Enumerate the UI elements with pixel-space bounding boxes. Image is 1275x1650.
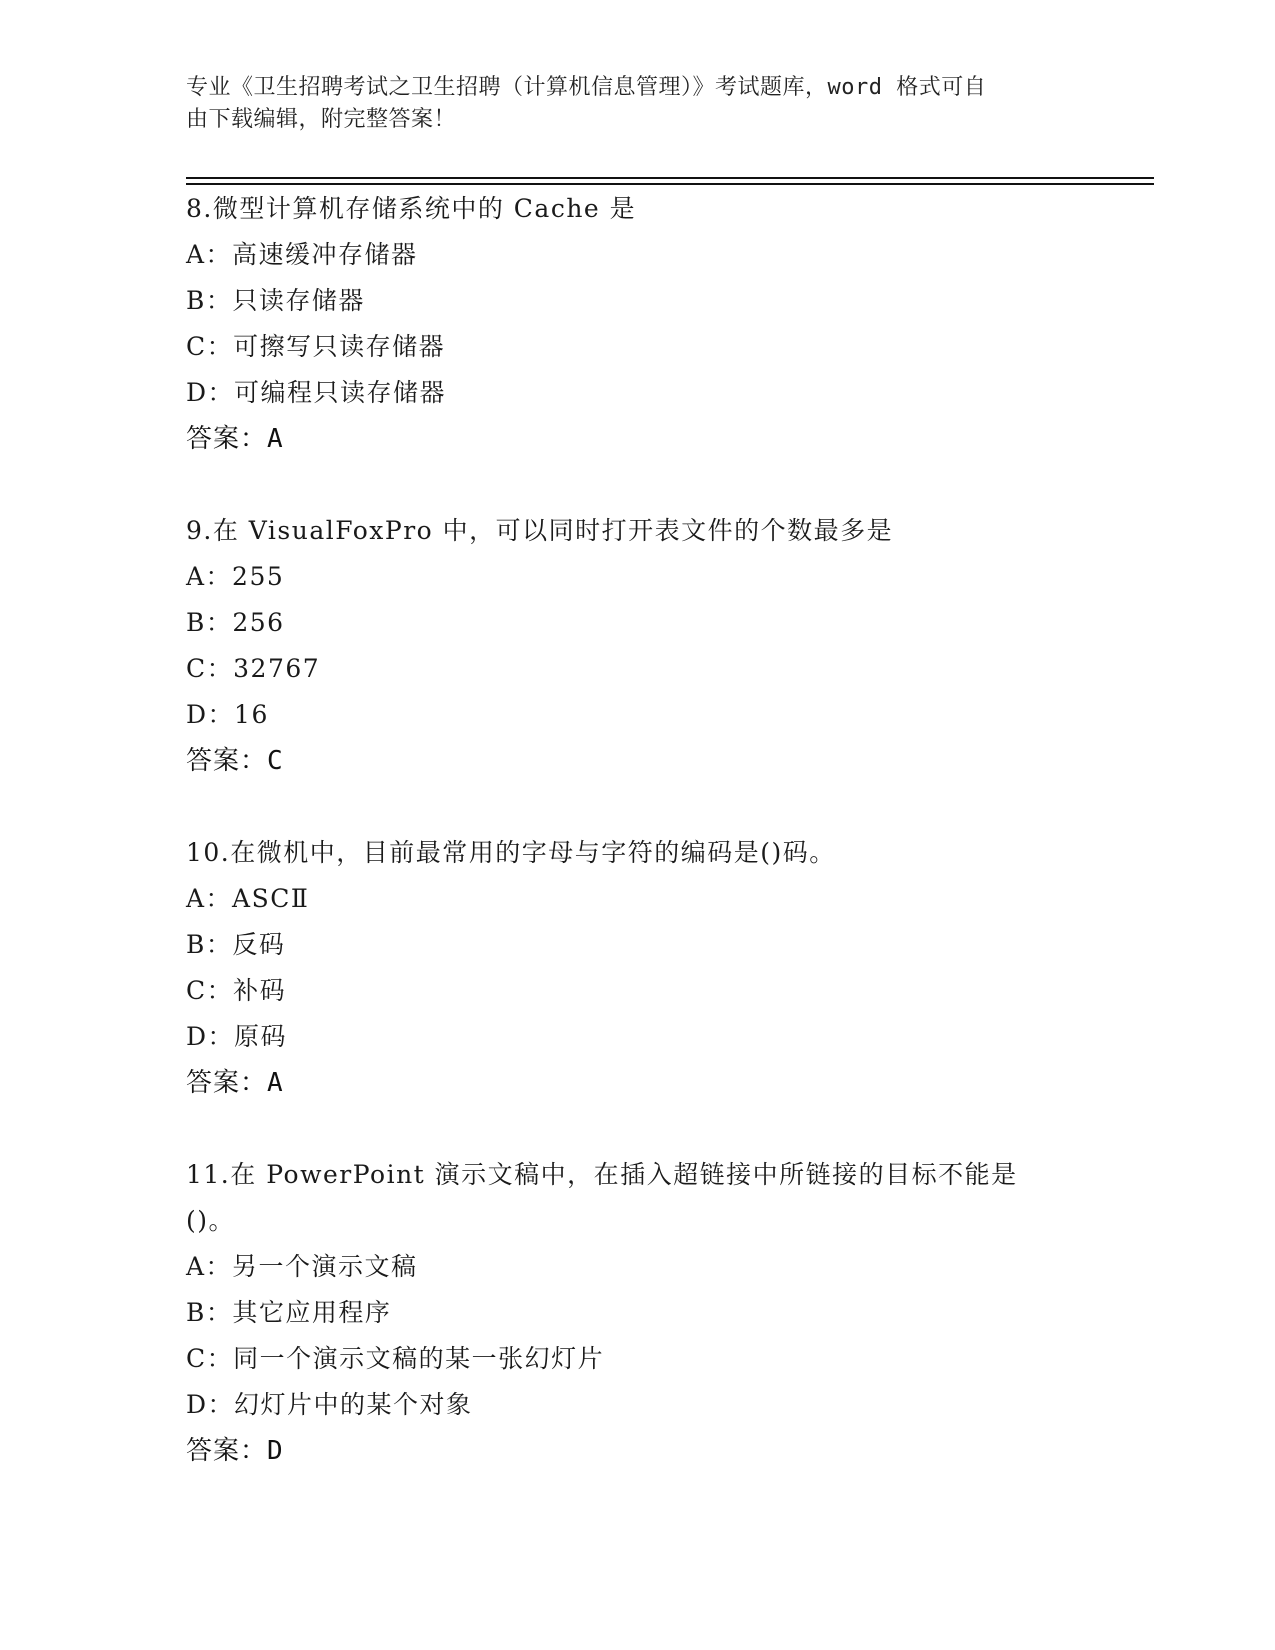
question-8 bbox=[186, 186, 1086, 462]
option-d: D：可编程只读存储器 bbox=[186, 378, 447, 407]
question-stem: 11.在 PowerPoint 演示文稿中，在插入超链接中所链接的目标不能是 bbox=[186, 1160, 1018, 1189]
header-rule-top bbox=[186, 177, 1154, 179]
answer-line bbox=[186, 416, 1086, 462]
question-9 bbox=[186, 508, 1086, 784]
option-b: B：反码 bbox=[186, 930, 286, 959]
option-a: A：ASCⅡ bbox=[186, 884, 310, 913]
option-c: C：32767 bbox=[186, 654, 321, 683]
header-line-2: 由下载编辑，附完整答案！ bbox=[186, 107, 457, 132]
question-stem: 9.在 VisualFoxPro 中，可以同时打开表文件的个数最多是 bbox=[186, 516, 894, 545]
header-line-1: 专业《卫生招聘考试之卫生招聘（计算机信息管理）》考试题库，word 格式可自 bbox=[186, 75, 987, 100]
answer-label: 答案： bbox=[186, 424, 268, 454]
option-d: D：原码 bbox=[186, 1022, 288, 1051]
option-d: D：16 bbox=[186, 700, 269, 729]
option-a: A：另一个演示文稿 bbox=[186, 1252, 418, 1281]
question-list bbox=[186, 186, 1086, 1474]
answer-line bbox=[186, 1428, 1086, 1474]
question-stem: 10.在微机中，目前最常用的字母与字符的编码是()码。 bbox=[186, 838, 836, 867]
answer-value: A bbox=[267, 424, 284, 454]
document-header bbox=[186, 72, 1066, 136]
option-c: C：可擦写只读存储器 bbox=[186, 332, 446, 361]
question-stem-continued: ()。 bbox=[186, 1206, 236, 1235]
answer-value: C bbox=[267, 746, 284, 776]
option-b: B：只读存储器 bbox=[186, 286, 365, 315]
answer-label: 答案： bbox=[186, 1436, 268, 1466]
option-a: A：高速缓冲存储器 bbox=[186, 240, 418, 269]
answer-line bbox=[186, 1060, 1086, 1106]
option-c: C：同一个演示文稿的某一张幻灯片 bbox=[186, 1344, 605, 1373]
answer-value: D bbox=[267, 1436, 284, 1466]
option-b: B：其它应用程序 bbox=[186, 1298, 392, 1327]
option-d: D：幻灯片中的某个对象 bbox=[186, 1390, 473, 1419]
answer-label: 答案： bbox=[186, 1068, 268, 1098]
question-10 bbox=[186, 830, 1086, 1106]
answer-label: 答案： bbox=[186, 746, 268, 776]
header-rule-bottom bbox=[186, 183, 1154, 185]
option-b: B：256 bbox=[186, 608, 285, 637]
question-stem: 8.微型计算机存储系统中的 Cache 是 bbox=[186, 194, 637, 223]
option-a: A：255 bbox=[186, 562, 285, 591]
answer-line bbox=[186, 738, 1086, 784]
question-11 bbox=[186, 1152, 1086, 1474]
answer-value: A bbox=[267, 1068, 284, 1098]
option-c: C：补码 bbox=[186, 976, 287, 1005]
